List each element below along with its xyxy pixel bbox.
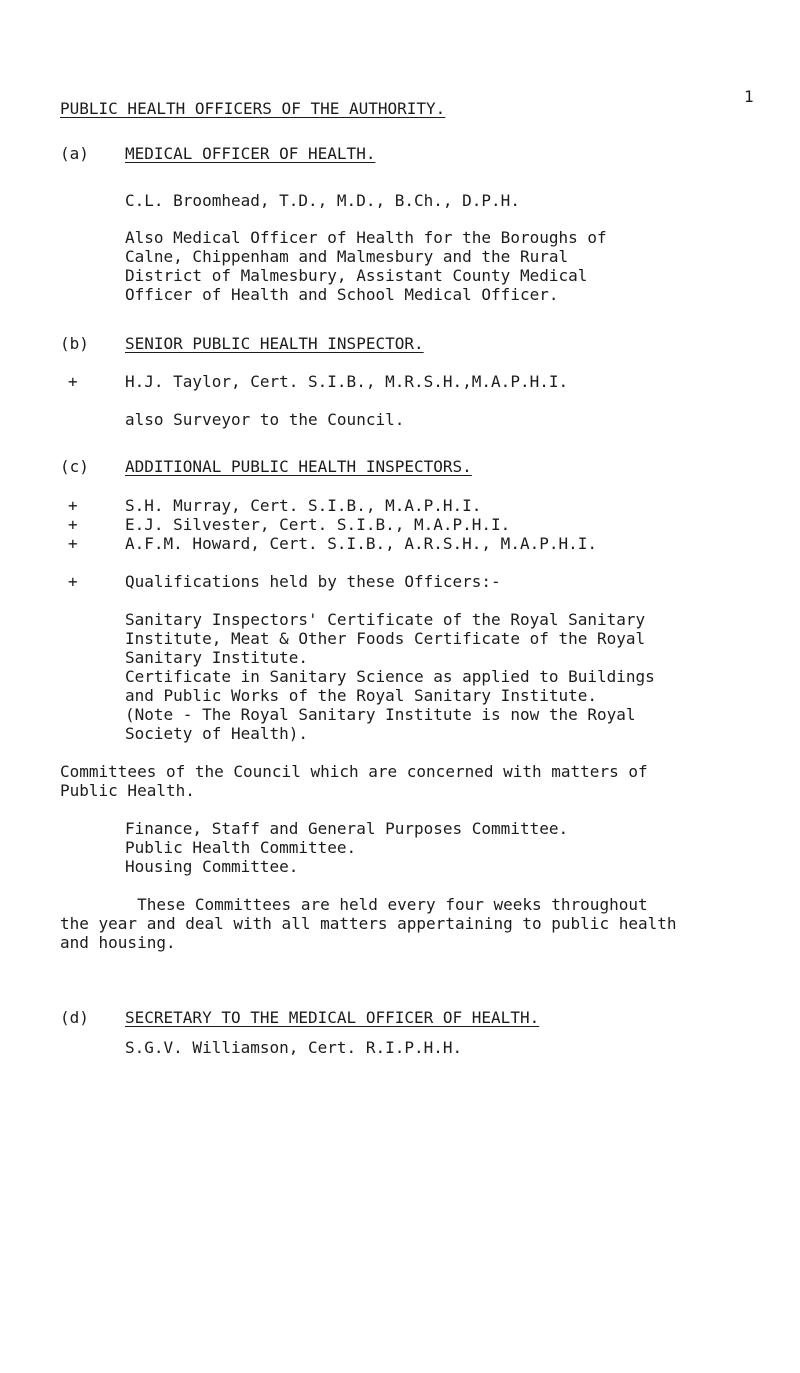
page-heading: PUBLIC HEALTH OFFICERS OF THE AUTHORITY.: [60, 99, 446, 118]
mo-description-line: Also Medical Officer of Health for the Boroughs of: [125, 228, 607, 247]
plus-marker: +: [68, 496, 78, 515]
section-c-label: (c): [60, 457, 89, 476]
page-number: 1: [744, 87, 754, 106]
senior-inspector-note: also Surveyor to the Council.: [125, 410, 405, 429]
qualification-line: and Public Works of the Royal Sanitary Institute.: [125, 686, 598, 705]
mo-name: C.L. Broomhead, T.D., M.D., B.Ch., D.P.H.: [125, 191, 520, 210]
committees-intro-line: Committees of the Council which are concerned with matters of: [60, 762, 648, 781]
section-a-label: (a): [60, 144, 89, 163]
committee-item: Public Health Committee.: [125, 838, 357, 857]
qualification-line: Certificate in Sanitary Science as applied to Buildings: [125, 667, 655, 686]
mo-description-line: Calne, Chippenham and Malmesbury and the Rural: [125, 247, 569, 266]
section-d-title: SECRETARY TO THE MEDICAL OFFICER OF HEALTH.: [125, 1008, 540, 1027]
plus-marker: +: [68, 515, 78, 534]
inspector-entry: S.H. Murray, Cert. S.I.B., M.A.P.H.I.: [125, 496, 482, 515]
qualifications-intro: Qualifications held by these Officers:-: [125, 572, 501, 591]
committee-item: Housing Committee.: [125, 857, 299, 876]
plus-marker: +: [68, 534, 78, 553]
mo-description-line: Officer of Health and School Medical Officer.: [125, 285, 559, 304]
section-a-title: MEDICAL OFFICER OF HEALTH.: [125, 144, 376, 163]
qualification-line: Sanitary Institute.: [125, 648, 309, 667]
senior-inspector-name: H.J. Taylor, Cert. S.I.B., M.R.S.H.,M.A.P.H.I.: [125, 372, 569, 391]
qualification-line: Institute, Meat & Other Foods Certificate of the Royal: [125, 629, 646, 648]
qualification-line: (Note - The Royal Sanitary Institute is now the Royal: [125, 705, 636, 724]
committees-intro-line: Public Health.: [60, 781, 195, 800]
mo-description-line: District of Malmesbury, Assistant County Medical: [125, 266, 588, 285]
inspector-entry: E.J. Silvester, Cert. S.I.B., M.A.P.H.I.: [125, 515, 511, 534]
section-b-title: SENIOR PUBLIC HEALTH INSPECTOR.: [125, 334, 424, 353]
qualification-line: Society of Health).: [125, 724, 309, 743]
plus-marker: +: [68, 572, 78, 591]
secretary-name: S.G.V. Williamson, Cert. R.I.P.H.H.: [125, 1038, 463, 1057]
section-d-label: (d): [60, 1008, 89, 1027]
inspector-entry: A.F.M. Howard, Cert. S.I.B., A.R.S.H., M.A.P.H.I.: [125, 534, 598, 553]
committees-paragraph-line: the year and deal with all matters appertaining to public health: [60, 914, 677, 933]
committees-paragraph-line: and housing.: [60, 933, 176, 952]
committee-item: Finance, Staff and General Purposes Committee.: [125, 819, 569, 838]
section-c-title: ADDITIONAL PUBLIC HEALTH INSPECTORS.: [125, 457, 472, 476]
plus-marker: +: [68, 372, 78, 391]
section-b-label: (b): [60, 334, 89, 353]
committees-paragraph-line: These Committees are held every four weeks throughout: [60, 895, 648, 914]
qualification-line: Sanitary Inspectors' Certificate of the Royal Sanitary: [125, 610, 646, 629]
